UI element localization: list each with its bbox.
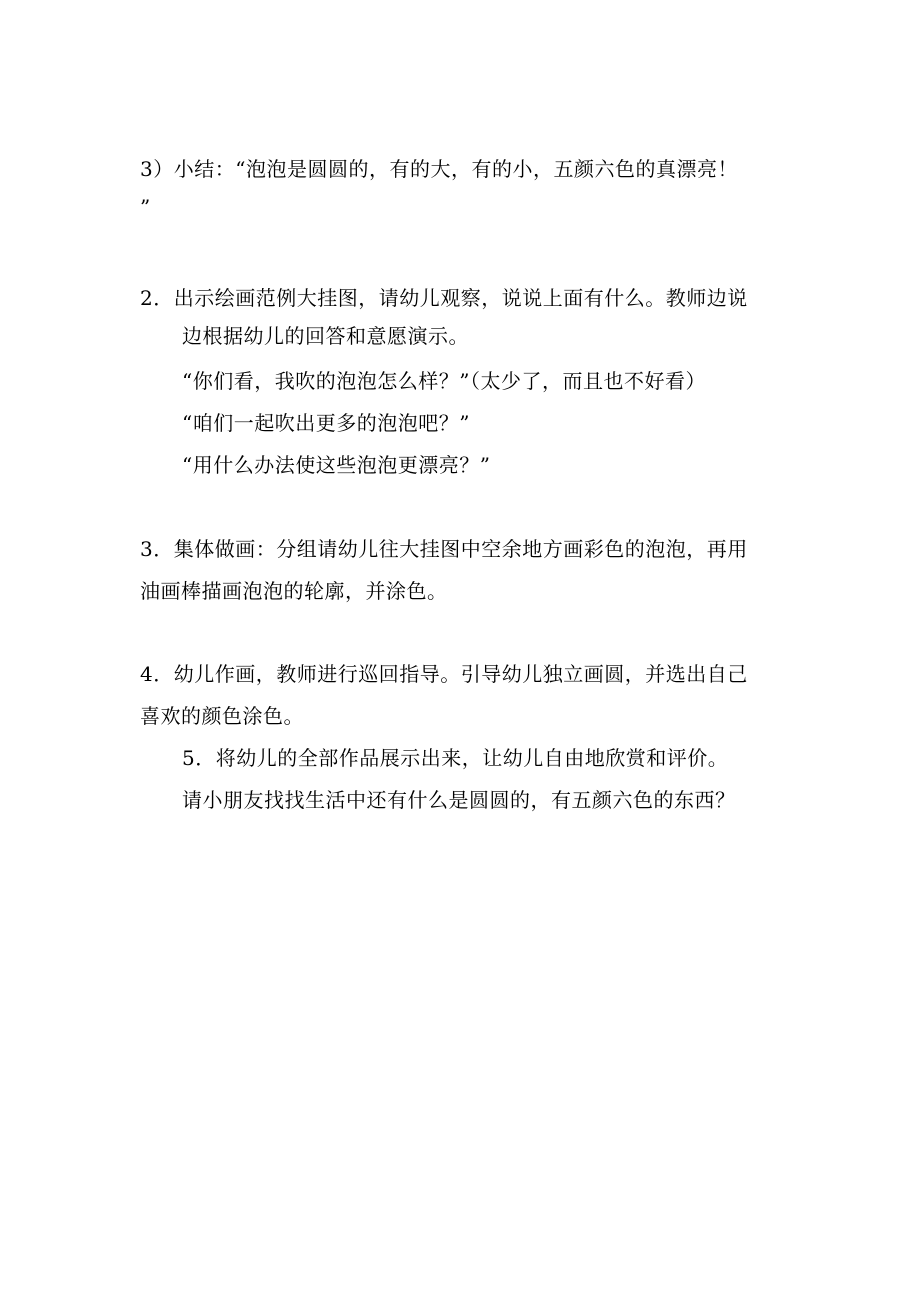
step-3-line-2: 油画棒描画泡泡的轮廓，并涂色。 <box>140 579 448 603</box>
step-4-line-2: 喜欢的颜色涂色。 <box>140 704 304 728</box>
step-5-line: 5．将幼儿的全部作品展示出来，让幼儿自由地欣赏和评价。 <box>182 746 729 770</box>
quote-line-1: “你们看，我吹的泡泡怎么样？”（太少了，而且也不好看） <box>182 369 706 393</box>
step-2-line-1: 2．出示绘画范例大挂图，请幼儿观察，说说上面有什么。教师边说 <box>140 286 748 310</box>
summary-line-2: ” <box>140 195 151 219</box>
step-2-line-2: 边根据幼儿的回答和意愿演示。 <box>182 324 469 348</box>
quote-line-2: “咱们一起吹出更多的泡泡吧？” <box>182 411 470 435</box>
step-4-line-1: 4．幼儿作画，教师进行巡回指导。引导幼儿独立画圆，并选出自己 <box>140 662 748 686</box>
step-3-line-1: 3．集体做画：分组请幼儿往大挂图中空余地方画彩色的泡泡，再用 <box>140 537 748 561</box>
summary-line-1: 3）小结：“泡泡是圆圆的，有的大，有的小，五颜六色的真漂亮！ <box>140 157 738 181</box>
closing-question-line: 请小朋友找找生活中还有什么是圆圆的，有五颜六色的东西？ <box>182 788 736 812</box>
quote-line-3: “用什么办法使这些泡泡更漂亮？” <box>182 453 491 477</box>
